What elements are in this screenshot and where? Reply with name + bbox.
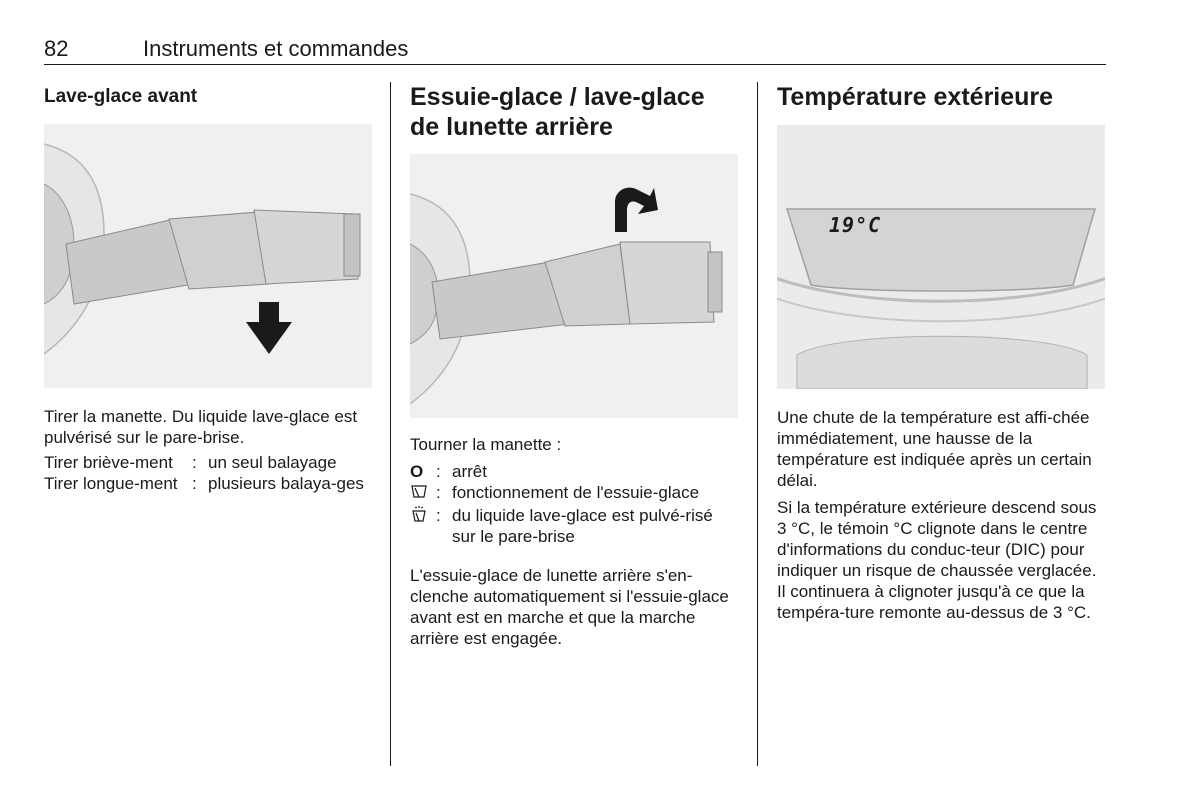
section-heading: Température extérieure <box>777 83 1054 111</box>
off-symbol: O <box>410 462 424 481</box>
washer-icon <box>410 505 436 547</box>
note-text: L'essuie-glace de lunette arrière s'en-clenche automatiquement si l'essuie-glace avant est en marche et que la marche arrière est engagée. <box>410 566 729 648</box>
definition-row <box>44 452 374 473</box>
wiper-icon <box>410 482 436 505</box>
definition-term: Tirer longue-ment <box>44 474 178 493</box>
symbol-list <box>410 461 740 547</box>
definition-list <box>44 452 374 494</box>
instruction-text: Tourner la manette : <box>410 435 562 454</box>
symbol-row <box>410 505 740 547</box>
definition-separator: : <box>192 453 197 472</box>
symbol-separator: : <box>436 506 441 525</box>
stalk-figure-rear <box>410 154 738 418</box>
display-figure <box>777 125 1105 389</box>
definition-term: Tirer briève-ment <box>44 453 173 472</box>
symbol-description: du liquide lave-glace est pulvé-risé sur le pare-brise <box>452 506 713 546</box>
section-heading: Lave-glace avant <box>44 86 198 107</box>
rotate-arrow-icon <box>615 188 658 232</box>
column-divider <box>390 82 391 766</box>
page-header <box>44 34 1106 65</box>
symbol-separator: : <box>436 462 441 481</box>
definition-value: plusieurs balaya-ges <box>208 474 364 493</box>
symbol-row <box>410 482 740 505</box>
instruction-text: Tirer la manette. Du liquide lave-glace est pulvérisé sur le pare-brise. <box>44 407 358 447</box>
definition-row <box>44 473 374 494</box>
symbol-row <box>410 461 740 482</box>
definition-value: un seul balayage <box>208 453 337 472</box>
instrument-display-illustration <box>777 125 1105 389</box>
body-text: Si la température extérieure descend sous 3 °C, le témoin °C clignote dans le centre d'informations du conduc-teur (DIC) pour indiquer un risque de chaussée verglacée. Il continuera à clignoter jusqu'à ce que la tempéra-ture remonte au-dessus de 3 °C. <box>777 498 1097 622</box>
stalk-figure-front <box>44 124 372 388</box>
section-heading: Essuie-glace / lave-glace de lunette arrière <box>410 83 705 141</box>
wiper-stalk-illustration <box>44 124 372 388</box>
definition-separator: : <box>192 474 197 493</box>
temperature-readout: 19°C <box>829 213 882 237</box>
symbol-separator: : <box>436 483 441 502</box>
column-outside-temp <box>777 82 1107 623</box>
column-divider <box>757 82 758 766</box>
section-title: Instruments et commandes <box>143 36 409 61</box>
arrow-down-icon <box>246 302 292 354</box>
page-number: 82 <box>44 36 69 61</box>
symbol-description: fonctionnement de l'essuie-glace <box>452 483 700 502</box>
wiper-stalk-illustration <box>410 154 738 418</box>
body-text: Une chute de la température est affi-chée immédiatement, une hausse de la température est indiquée après un certain délai. <box>777 408 1092 490</box>
column-rear-wiper <box>410 82 740 649</box>
symbol-description: arrêt <box>452 462 487 481</box>
column-front-washer <box>44 82 374 494</box>
